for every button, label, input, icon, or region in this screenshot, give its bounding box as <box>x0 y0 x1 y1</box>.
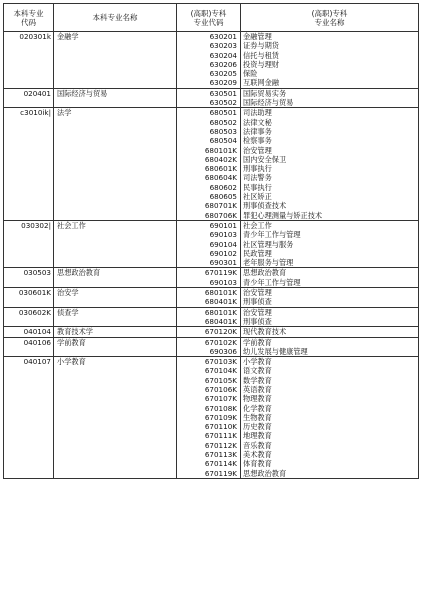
vocational-code: 670102K <box>204 337 237 347</box>
vocational-names <box>241 307 419 327</box>
table-row <box>4 220 419 267</box>
vocational-name: 法律事务 <box>243 126 272 136</box>
table-row <box>4 32 419 89</box>
bachelor-code: 030302| <box>4 220 54 267</box>
vocational-code: 670119K <box>204 468 237 478</box>
vocational-code: 690101 <box>209 220 237 230</box>
vocational-name: 数学教育 <box>243 375 272 385</box>
vocational-name: 司法助理 <box>243 108 272 118</box>
vocational-code: 690306 <box>209 346 237 356</box>
vocational-code: 670111K <box>204 431 237 441</box>
bachelor-name: 国际经济与贸易 <box>54 88 177 108</box>
vocational-code: 670114K <box>204 459 237 469</box>
vocational-code: 690104 <box>209 239 237 249</box>
vocational-code: 630205 <box>209 69 237 79</box>
table-row <box>4 108 419 221</box>
vocational-codes <box>177 327 241 337</box>
vocational-code: 670109K <box>204 412 237 422</box>
vocational-name: 生物教育 <box>243 412 272 422</box>
vocational-codes <box>177 220 241 267</box>
vocational-name: 民政管理 <box>243 248 272 258</box>
vocational-name: 英语教育 <box>243 384 272 394</box>
vocational-code: 630206 <box>209 59 237 69</box>
vocational-name: 现代教育技术 <box>243 327 287 337</box>
vocational-name: 老年服务与管理 <box>243 258 294 268</box>
vocational-code: 680503 <box>209 126 237 136</box>
vocational-codes <box>177 32 241 89</box>
vocational-name: 治安管理 <box>243 307 272 317</box>
vocational-name: 刑事侦查 <box>243 297 272 307</box>
vocational-names <box>241 327 419 337</box>
vocational-code: 630502 <box>209 98 237 108</box>
vocational-name: 音乐教育 <box>243 440 272 450</box>
vocational-name: 刑事执行 <box>243 164 272 174</box>
vocational-name: 青少年工作与管理 <box>243 230 301 240</box>
vocational-name: 互联网金融 <box>243 78 279 88</box>
vocational-codes <box>177 108 241 221</box>
vocational-name: 刑事侦查 <box>243 316 272 326</box>
vocational-names <box>241 220 419 267</box>
vocational-name: 历史教育 <box>243 422 272 432</box>
vocational-code: 670104K <box>204 366 237 376</box>
vocational-code: 630501 <box>209 88 237 98</box>
vocational-name: 保险 <box>243 69 258 79</box>
bachelor-name: 侦查学 <box>54 307 177 327</box>
vocational-code: 670112K <box>204 440 237 450</box>
vocational-code: 680504 <box>209 136 237 146</box>
bachelor-name: 小学教育 <box>54 357 177 479</box>
bachelor-name: 思想政治教育 <box>54 268 177 288</box>
vocational-name: 社区矫正 <box>243 192 272 202</box>
bachelor-code: 020301k <box>4 32 54 89</box>
vocational-name: 民事执行 <box>243 182 272 192</box>
vocational-name: 物理教育 <box>243 394 272 404</box>
vocational-names <box>241 357 419 479</box>
vocational-name: 罪犯心理测量与矫正技术 <box>243 210 323 220</box>
vocational-name: 美术教育 <box>243 450 272 460</box>
vocational-name: 司法警务 <box>243 173 272 183</box>
bachelor-code: c3010ik| <box>4 108 54 221</box>
bachelor-code: 030602K <box>4 307 54 327</box>
bachelor-name: 教育技术学 <box>54 327 177 337</box>
vocational-name: 语文教育 <box>243 366 272 376</box>
vocational-codes <box>177 357 241 479</box>
table-row <box>4 337 419 357</box>
vocational-name: 社区管理与服务 <box>243 239 294 249</box>
vocational-codes <box>177 288 241 308</box>
bachelor-name: 社会工作 <box>54 220 177 267</box>
major-mapping-table <box>3 3 419 479</box>
vocational-name: 检察事务 <box>243 136 272 146</box>
vocational-name: 刑事侦查技术 <box>243 201 287 211</box>
bachelor-name: 学前教育 <box>54 337 177 357</box>
vocational-code: 680604K <box>204 173 237 183</box>
bachelor-name: 法学 <box>54 108 177 221</box>
vocational-name: 国内安全保卫 <box>243 154 287 164</box>
vocational-name: 信托与租赁 <box>243 50 279 60</box>
vocational-name: 国际经济与贸易 <box>243 98 294 108</box>
bachelor-name: 治安学 <box>54 288 177 308</box>
table-row <box>4 288 419 308</box>
vocational-name: 化学教育 <box>243 403 272 413</box>
vocational-name: 小学教育 <box>243 357 272 367</box>
vocational-codes <box>177 88 241 108</box>
vocational-code: 670119K <box>204 268 237 278</box>
vocational-code: 670107K <box>204 394 237 404</box>
bachelor-code: 040107 <box>4 357 54 479</box>
vocational-name: 思想政治教育 <box>243 268 287 278</box>
vocational-name: 体育教育 <box>243 459 272 469</box>
vocational-code: 680501 <box>209 108 237 118</box>
vocational-name: 幼儿发展与健康管理 <box>243 346 308 356</box>
vocational-name: 治安管理 <box>243 145 272 155</box>
vocational-names <box>241 268 419 288</box>
vocational-code: 680601K <box>204 164 237 174</box>
vocational-code: 680706K <box>204 210 237 220</box>
vocational-name: 投资与理财 <box>243 59 279 69</box>
vocational-code: 670110K <box>204 422 237 432</box>
table-row <box>4 307 419 327</box>
bachelor-code: 040106 <box>4 337 54 357</box>
vocational-code: 670105K <box>204 375 237 385</box>
bachelor-name: 金融学 <box>54 32 177 89</box>
vocational-names <box>241 288 419 308</box>
vocational-code: 680502 <box>209 117 237 127</box>
vocational-code: 630209 <box>209 78 237 88</box>
vocational-code: 680602 <box>209 182 237 192</box>
bachelor-code: 030503 <box>4 268 54 288</box>
vocational-codes <box>177 307 241 327</box>
vocational-name: 青少年工作与管理 <box>243 277 301 287</box>
bachelor-code: 040104 <box>4 327 54 337</box>
vocational-names <box>241 88 419 108</box>
vocational-code: 680101K <box>204 307 237 317</box>
vocational-code: 690102 <box>209 248 237 258</box>
vocational-name: 思想政治教育 <box>243 468 287 478</box>
vocational-code: 680701K <box>204 201 237 211</box>
vocational-code: 690301 <box>209 258 237 268</box>
vocational-name: 证券与期货 <box>243 41 279 51</box>
header-vocational-name: (高职)专科 专业名称 <box>241 4 419 32</box>
vocational-code: 630204 <box>209 50 237 60</box>
table-row <box>4 357 419 479</box>
vocational-code: 670120K <box>204 327 237 337</box>
vocational-codes <box>177 337 241 357</box>
vocational-code: 670103K <box>204 357 237 367</box>
table-row <box>4 327 419 337</box>
vocational-code: 680402K <box>204 154 237 164</box>
table-row <box>4 88 419 108</box>
header-vocational-code: (高职)专科 专业代码 <box>177 4 241 32</box>
vocational-name: 国际贸易实务 <box>243 88 287 98</box>
vocational-name: 学前教育 <box>243 337 272 347</box>
vocational-name: 金融管理 <box>243 32 272 41</box>
header-bachelor-code: 本科专业 代码 <box>4 4 54 32</box>
bachelor-code: 030601K <box>4 288 54 308</box>
vocational-names <box>241 32 419 89</box>
vocational-code: 670113K <box>204 450 237 460</box>
vocational-name: 地理教育 <box>243 431 272 441</box>
vocational-code: 680401K <box>204 297 237 307</box>
vocational-code: 630203 <box>209 41 237 51</box>
vocational-code: 680401K <box>204 316 237 326</box>
header-row <box>4 4 419 32</box>
vocational-code: 690103 <box>209 277 237 287</box>
vocational-code: 690103 <box>209 230 237 240</box>
header-bachelor-name: 本科专业名称 <box>54 4 177 32</box>
bachelor-code: 020401 <box>4 88 54 108</box>
vocational-name: 社会工作 <box>243 220 272 230</box>
vocational-name: 法律文秘 <box>243 117 272 127</box>
vocational-code: 680101K <box>204 288 237 298</box>
vocational-names <box>241 108 419 221</box>
vocational-code: 680101K <box>204 145 237 155</box>
vocational-code: 670106K <box>204 384 237 394</box>
vocational-names <box>241 337 419 357</box>
vocational-code: 630201 <box>209 32 237 41</box>
vocational-code: 670108K <box>204 403 237 413</box>
vocational-code: 680605 <box>209 192 237 202</box>
table-row <box>4 268 419 288</box>
vocational-name: 治安管理 <box>243 288 272 298</box>
vocational-codes <box>177 268 241 288</box>
